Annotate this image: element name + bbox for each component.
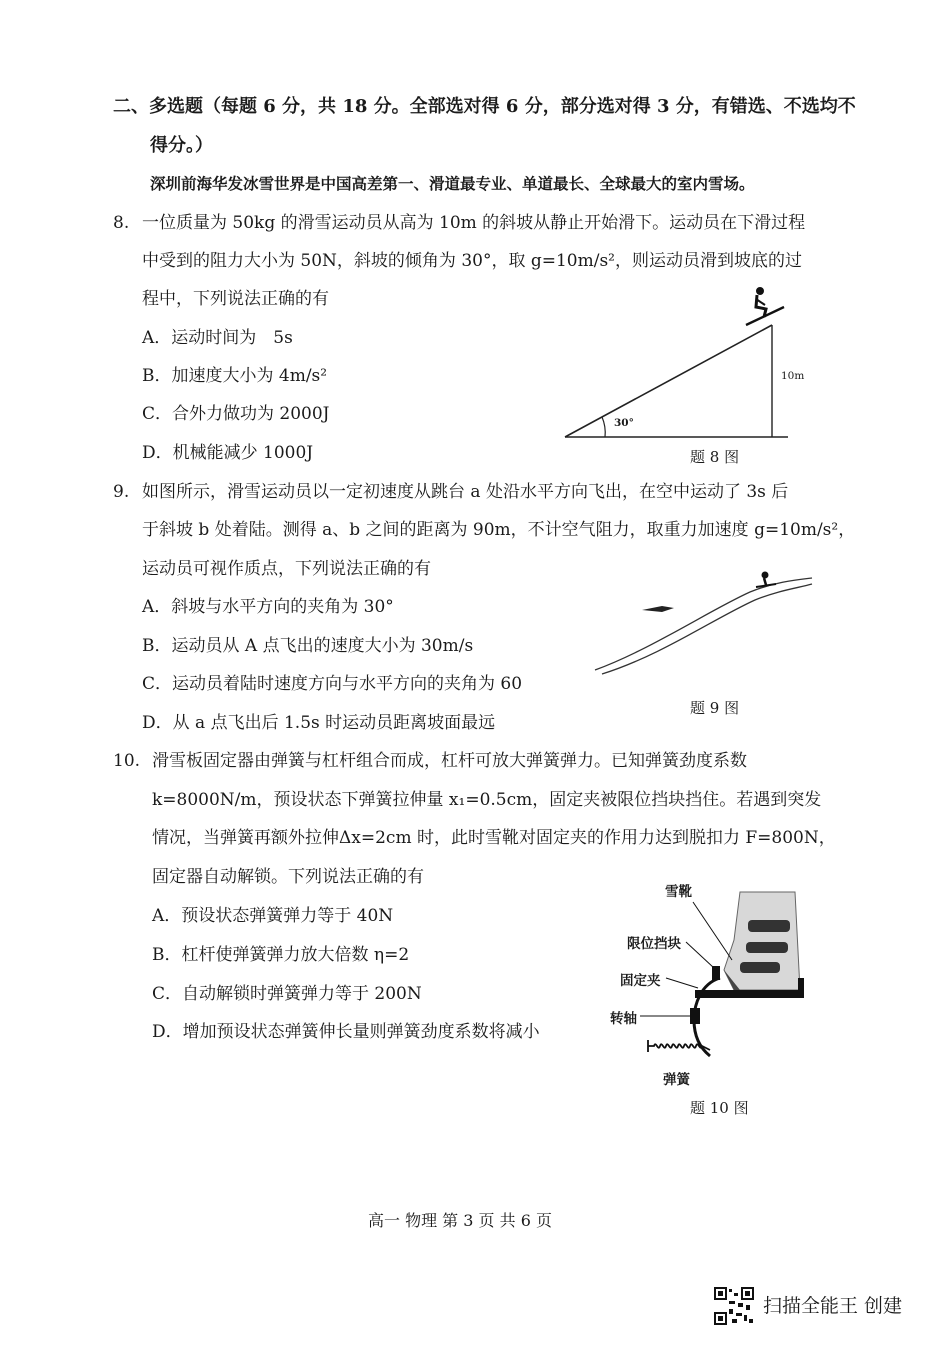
label-axle: 转轴 xyxy=(610,1011,637,1027)
question-text-line: 固定器自动解锁。下列说法正确的有 xyxy=(152,867,424,887)
option-d: D．机械能减少 1000J xyxy=(142,443,314,463)
label-stop-block: 限位挡块 xyxy=(627,936,681,952)
incline-slope xyxy=(565,325,772,437)
question-text-line: 一位质量为 50kg 的滑雪运动员从高为 10m 的斜坡从静止开始滑下。运动员在下滑过程 xyxy=(142,213,806,233)
section-title-line2: 得分。） xyxy=(150,135,213,156)
question-number: 8. xyxy=(113,213,130,233)
question-text-line: 如图所示，滑雪运动员以一定初速度从跳台 a 处沿水平方向飞出，在空中运动了 3s 后 xyxy=(142,482,789,502)
figure-9-slope xyxy=(590,570,820,680)
heel-stop xyxy=(798,978,804,998)
base-plate xyxy=(695,990,803,998)
angle-arc xyxy=(602,417,605,437)
option-c: C．运动员着陆时速度方向与水平方向的夹角为 60 xyxy=(142,674,523,694)
question-text-line: 情况，当弹簧再额外拉伸Δx=2cm 时，此时雪靴对固定夹的作用力达到脱扣力 F=800N， xyxy=(152,828,836,848)
leader-clamp xyxy=(666,978,698,988)
qr-code-icon xyxy=(714,1287,754,1325)
question-text-line: 滑雪板固定器由弹簧与杠杆组合而成，杠杆可放大弹簧弹力。已知弹簧劲度系数 xyxy=(152,751,747,771)
figure-10-caption: 题 10 图 xyxy=(690,1099,749,1117)
option-a: A．运动时间为 5s xyxy=(142,328,293,348)
leader-boot xyxy=(693,902,732,960)
angle-label: 30° xyxy=(614,417,634,429)
label-clamp: 固定夹 xyxy=(620,973,661,989)
skier-icon xyxy=(756,572,776,588)
option-b: B．杠杆使弹簧弹力放大倍数 η=2 xyxy=(152,945,410,965)
option-b: B．加速度大小为 4m/s² xyxy=(142,366,328,386)
option-c: C．自动解锁时弹簧弹力等于 200N xyxy=(152,984,422,1004)
option-c: C．合外力做功为 2000J xyxy=(142,404,330,424)
option-b: B．运动员从 A 点飞出的速度大小为 30m/s xyxy=(142,636,474,656)
option-d: D．从 a 点飞出后 1.5s 时运动员距离坡面最远 xyxy=(142,713,496,733)
question-number: 10. xyxy=(113,751,141,771)
axle-block xyxy=(690,1008,700,1024)
option-a: A．斜坡与水平方向的夹角为 30° xyxy=(142,597,394,617)
boot-icon xyxy=(724,892,800,990)
figure-8-caption: 题 8 图 xyxy=(690,448,740,466)
section-intro: 深圳前海华发冰雪世界是中国高差第一、滑道最专业、单道最长、全球最大的室内雪场。 xyxy=(150,174,755,193)
jump-platform-icon xyxy=(642,606,674,612)
question-text-line: 于斜坡 b 处着陆。测得 a、b 之间的距离为 90m，不计空气阻力，取重力加速度 g=10m/s²， xyxy=(142,520,856,540)
figure-9-caption: 题 9 图 xyxy=(690,699,740,717)
question-text-line: 运动员可视作质点，下列说法正确的有 xyxy=(142,559,431,579)
question-text-line: 程中，下列说法正确的有 xyxy=(142,289,329,309)
question-text-line: 中受到的阻力大小为 50N，斜坡的倾角为 30°，取 g=10m/s²，则运动员滑到坡底的过 xyxy=(142,251,802,271)
label-boot: 雪靴 xyxy=(665,884,692,900)
label-spring: 弹簧 xyxy=(663,1072,690,1088)
slope-lower-line xyxy=(602,584,812,674)
question-number: 9. xyxy=(113,482,130,502)
question-text-line: k=8000N/m，预设状态下弹簧拉伸量 x₁=0.5cm，固定夹被限位挡块挡住。若遇到突发 xyxy=(152,790,822,810)
page-footer: 高一 物理 第 3 页 共 6 页 xyxy=(368,1211,552,1230)
section-title-line1: 二、多选题（每题 6 分，共 18 分。全部选对得 6 分，部分选对得 3 分，有错选、不选均不 xyxy=(113,96,856,117)
skier-icon xyxy=(746,287,784,325)
option-d: D．增加预设状态弹簧伸长量则弹簧劲度系数将减小 xyxy=(152,1022,540,1042)
scanner-watermark: 扫描全能王 创建 xyxy=(763,1295,903,1317)
option-a: A．预设状态弹簧弹力等于 40N xyxy=(152,906,394,926)
height-label: 10m xyxy=(781,370,805,382)
leader-stop xyxy=(686,942,714,968)
figure-8-incline xyxy=(560,285,820,445)
